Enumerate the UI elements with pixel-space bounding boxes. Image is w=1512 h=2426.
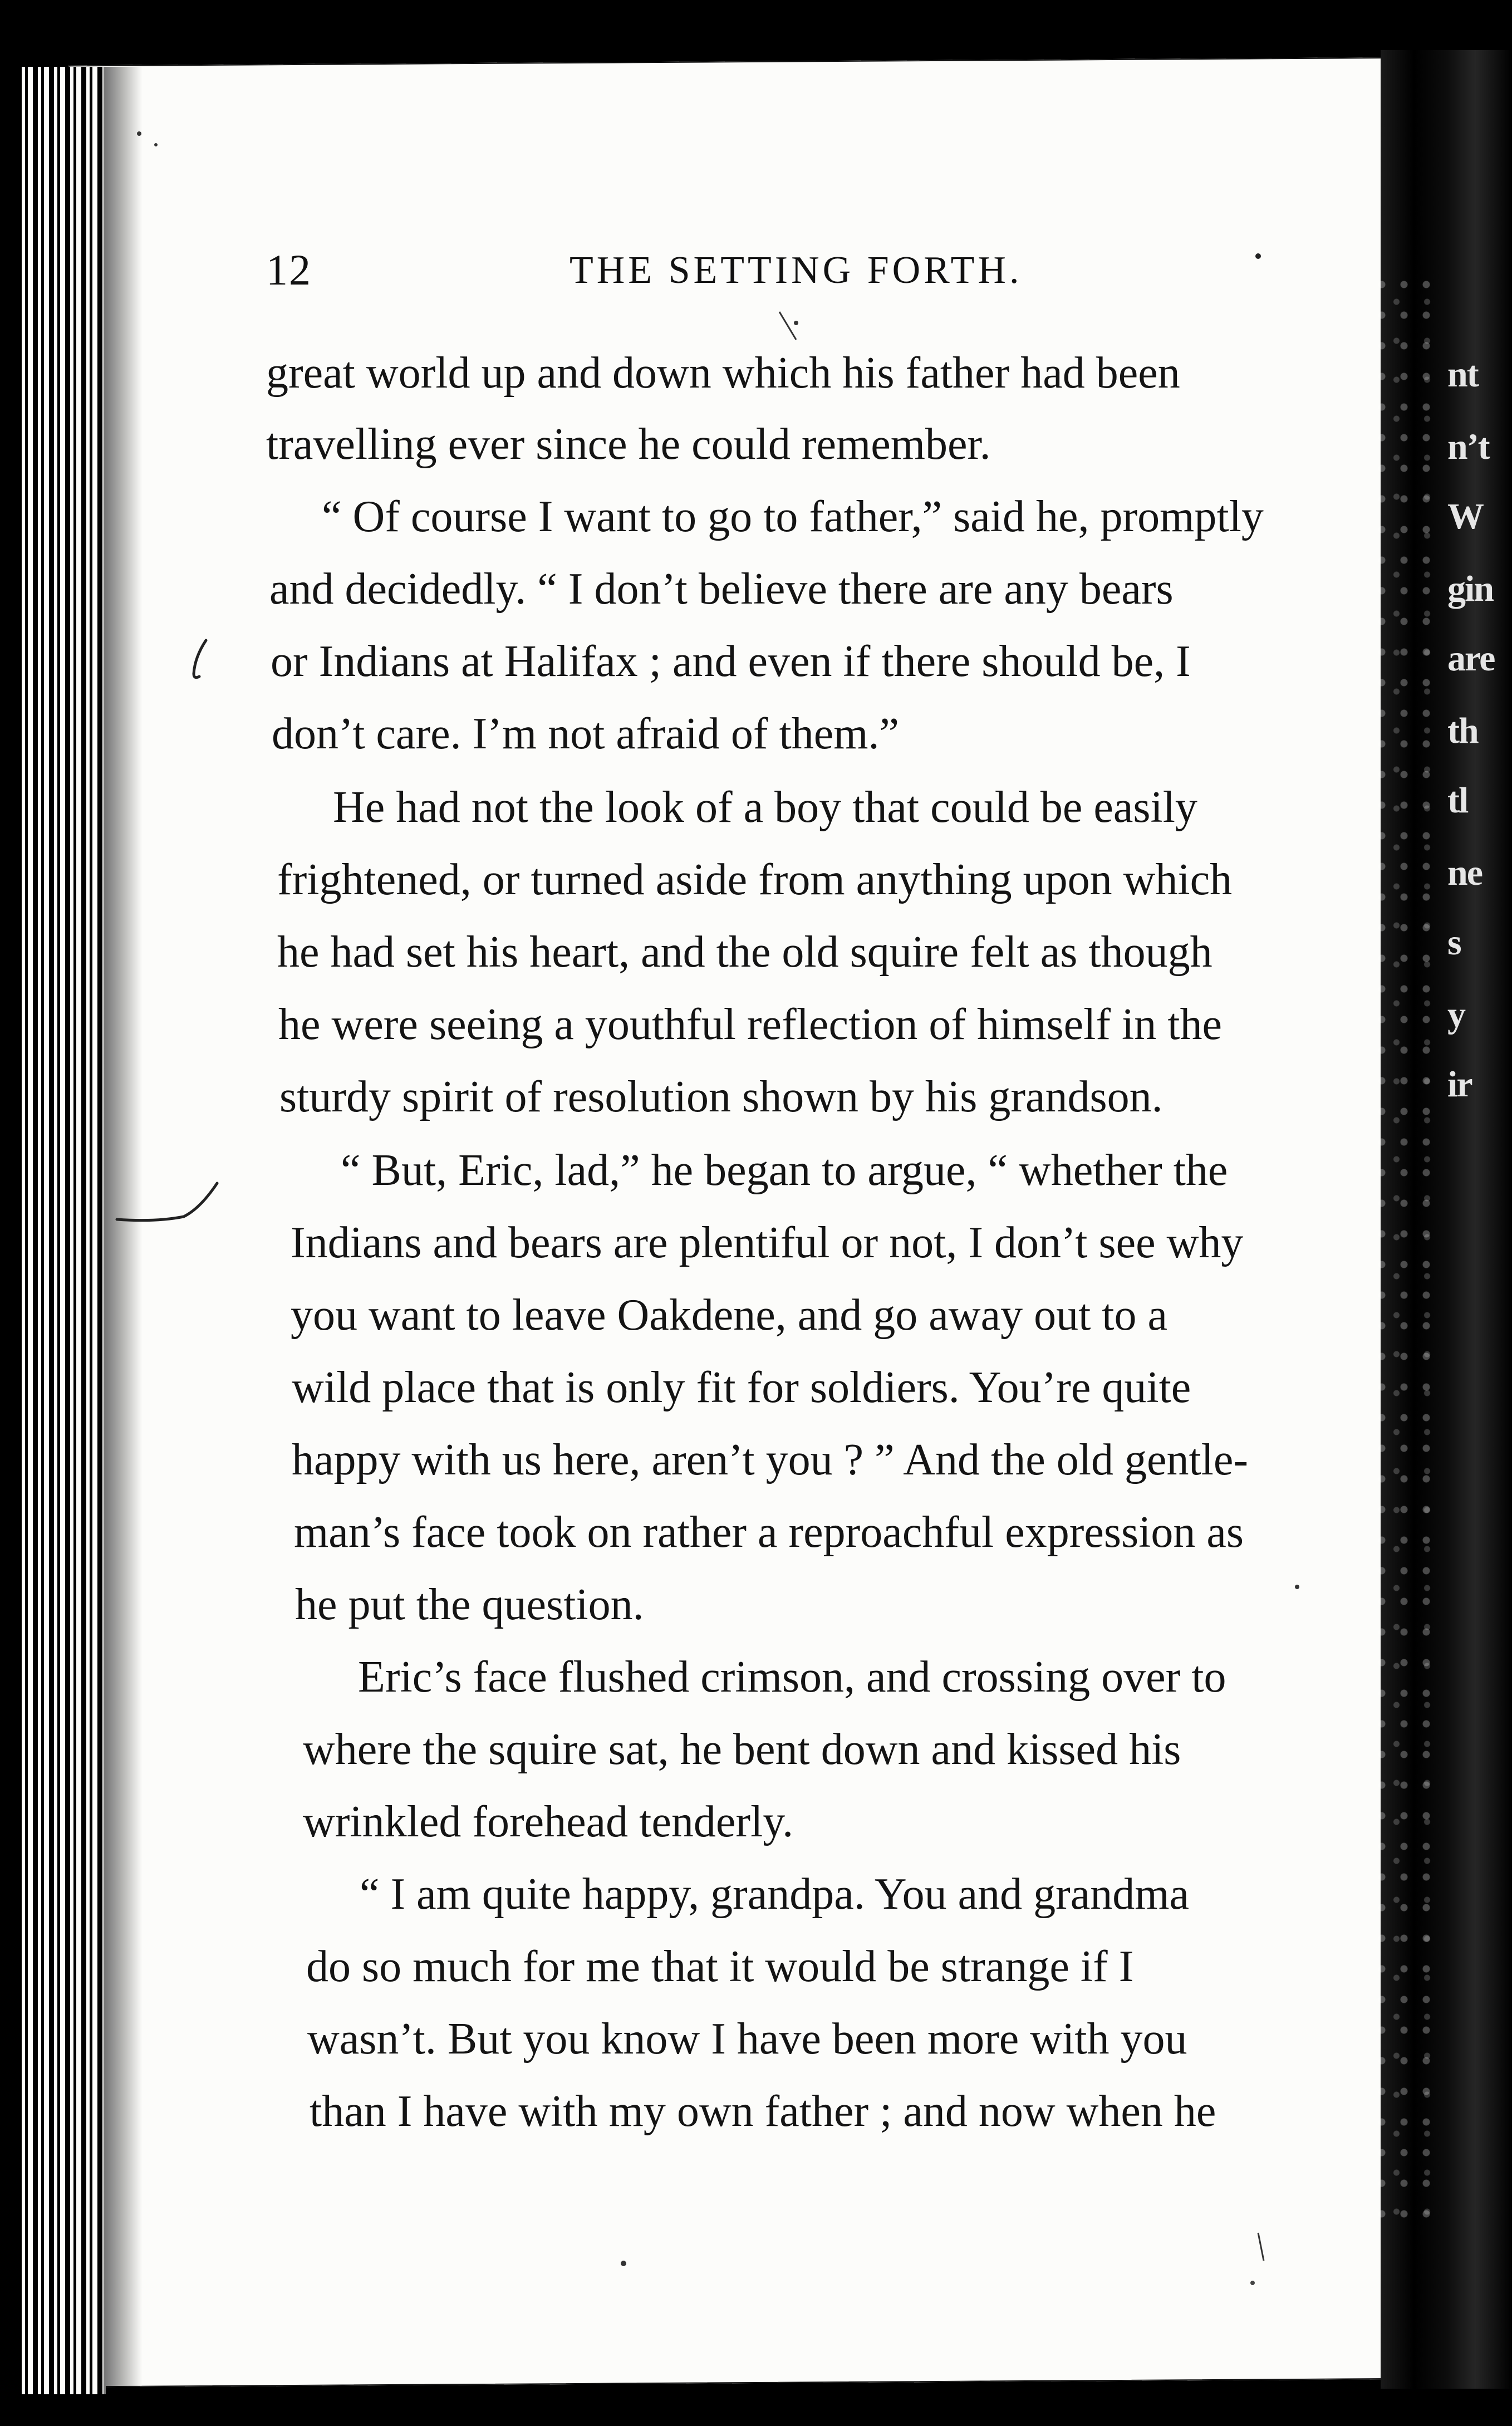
text-line: wasn’t. But you know I have been more with you (307, 2015, 1187, 2064)
bleed-text: y (1447, 994, 1465, 1035)
text-line: travelling ever since he could remember. (266, 420, 991, 469)
page-header (266, 245, 1279, 306)
bleed-text: W (1447, 496, 1483, 537)
text-line: wrinkled forehead tenderly. (303, 1797, 794, 1846)
bleed-text: nt (1447, 354, 1478, 395)
text-line: do so much for me that it would be strange if I (306, 1942, 1134, 1991)
text-line: than I have with my own father ; and now when he (310, 2087, 1216, 2136)
text-line: where the squire sat, he bent down and kissed his (303, 1725, 1181, 1774)
text-line: Indians and bears are plentiful or not, I don’t see why (291, 1218, 1244, 1267)
text-line: you want to leave Oakdene, and go away out to a (291, 1291, 1168, 1340)
spine-shadow (104, 67, 143, 2394)
text-line: man’s face took on rather a reproachful expression as (294, 1508, 1244, 1557)
bleed-text: n’t (1447, 427, 1489, 467)
text-line: don’t care. I’m not afraid of them.” (272, 709, 899, 758)
text-line: wild place that is only fit for soldiers. You’re quite (292, 1363, 1191, 1412)
text-line: and decidedly. “ I don’t believe there are any bears (269, 565, 1174, 614)
text-line: he were seeing a youthful reflection of himself in the (278, 1000, 1222, 1049)
text-line: frightened, or turned aside from anything upon which (277, 855, 1233, 904)
text-line: Eric’s face flushed crimson, and crossing over to (358, 1653, 1226, 1702)
text-line: sturdy spirit of resolution shown by his grandson. (279, 1072, 1163, 1121)
text-line: “ But, Eric, lad,” he began to argue, “ whether the (341, 1146, 1228, 1195)
text-line: or Indians at Halifax ; and even if there should be, I (271, 637, 1191, 686)
text-line: he had set his heart, and the old squire felt as though (277, 928, 1212, 977)
bleed-text: s (1447, 922, 1461, 963)
page-number: 12 (266, 246, 312, 294)
bleed-text: th (1447, 710, 1478, 751)
text-line: He had not the look of a boy that could be easily (333, 783, 1197, 832)
text-line: “ I am quite happy, grandpa. You and grandma (360, 1870, 1189, 1919)
text-line: happy with us here, aren’t you ? ” And the old gentle- (292, 1435, 1249, 1484)
running-head: THE SETTING FORTH. (570, 249, 1023, 292)
text-line: he put the question. (295, 1580, 644, 1629)
bleed-text: ne (1447, 852, 1482, 893)
text-line: great world up and down which his father had been (266, 349, 1180, 398)
bleed-text: tl (1447, 780, 1468, 821)
bleed-text: gin (1447, 568, 1494, 609)
bleed-text: are (1447, 638, 1495, 679)
book-spine (17, 67, 106, 2394)
bleed-text: ir (1447, 1064, 1472, 1105)
text-line: “ Of course I want to go to father,” said he, promptly (322, 492, 1264, 541)
